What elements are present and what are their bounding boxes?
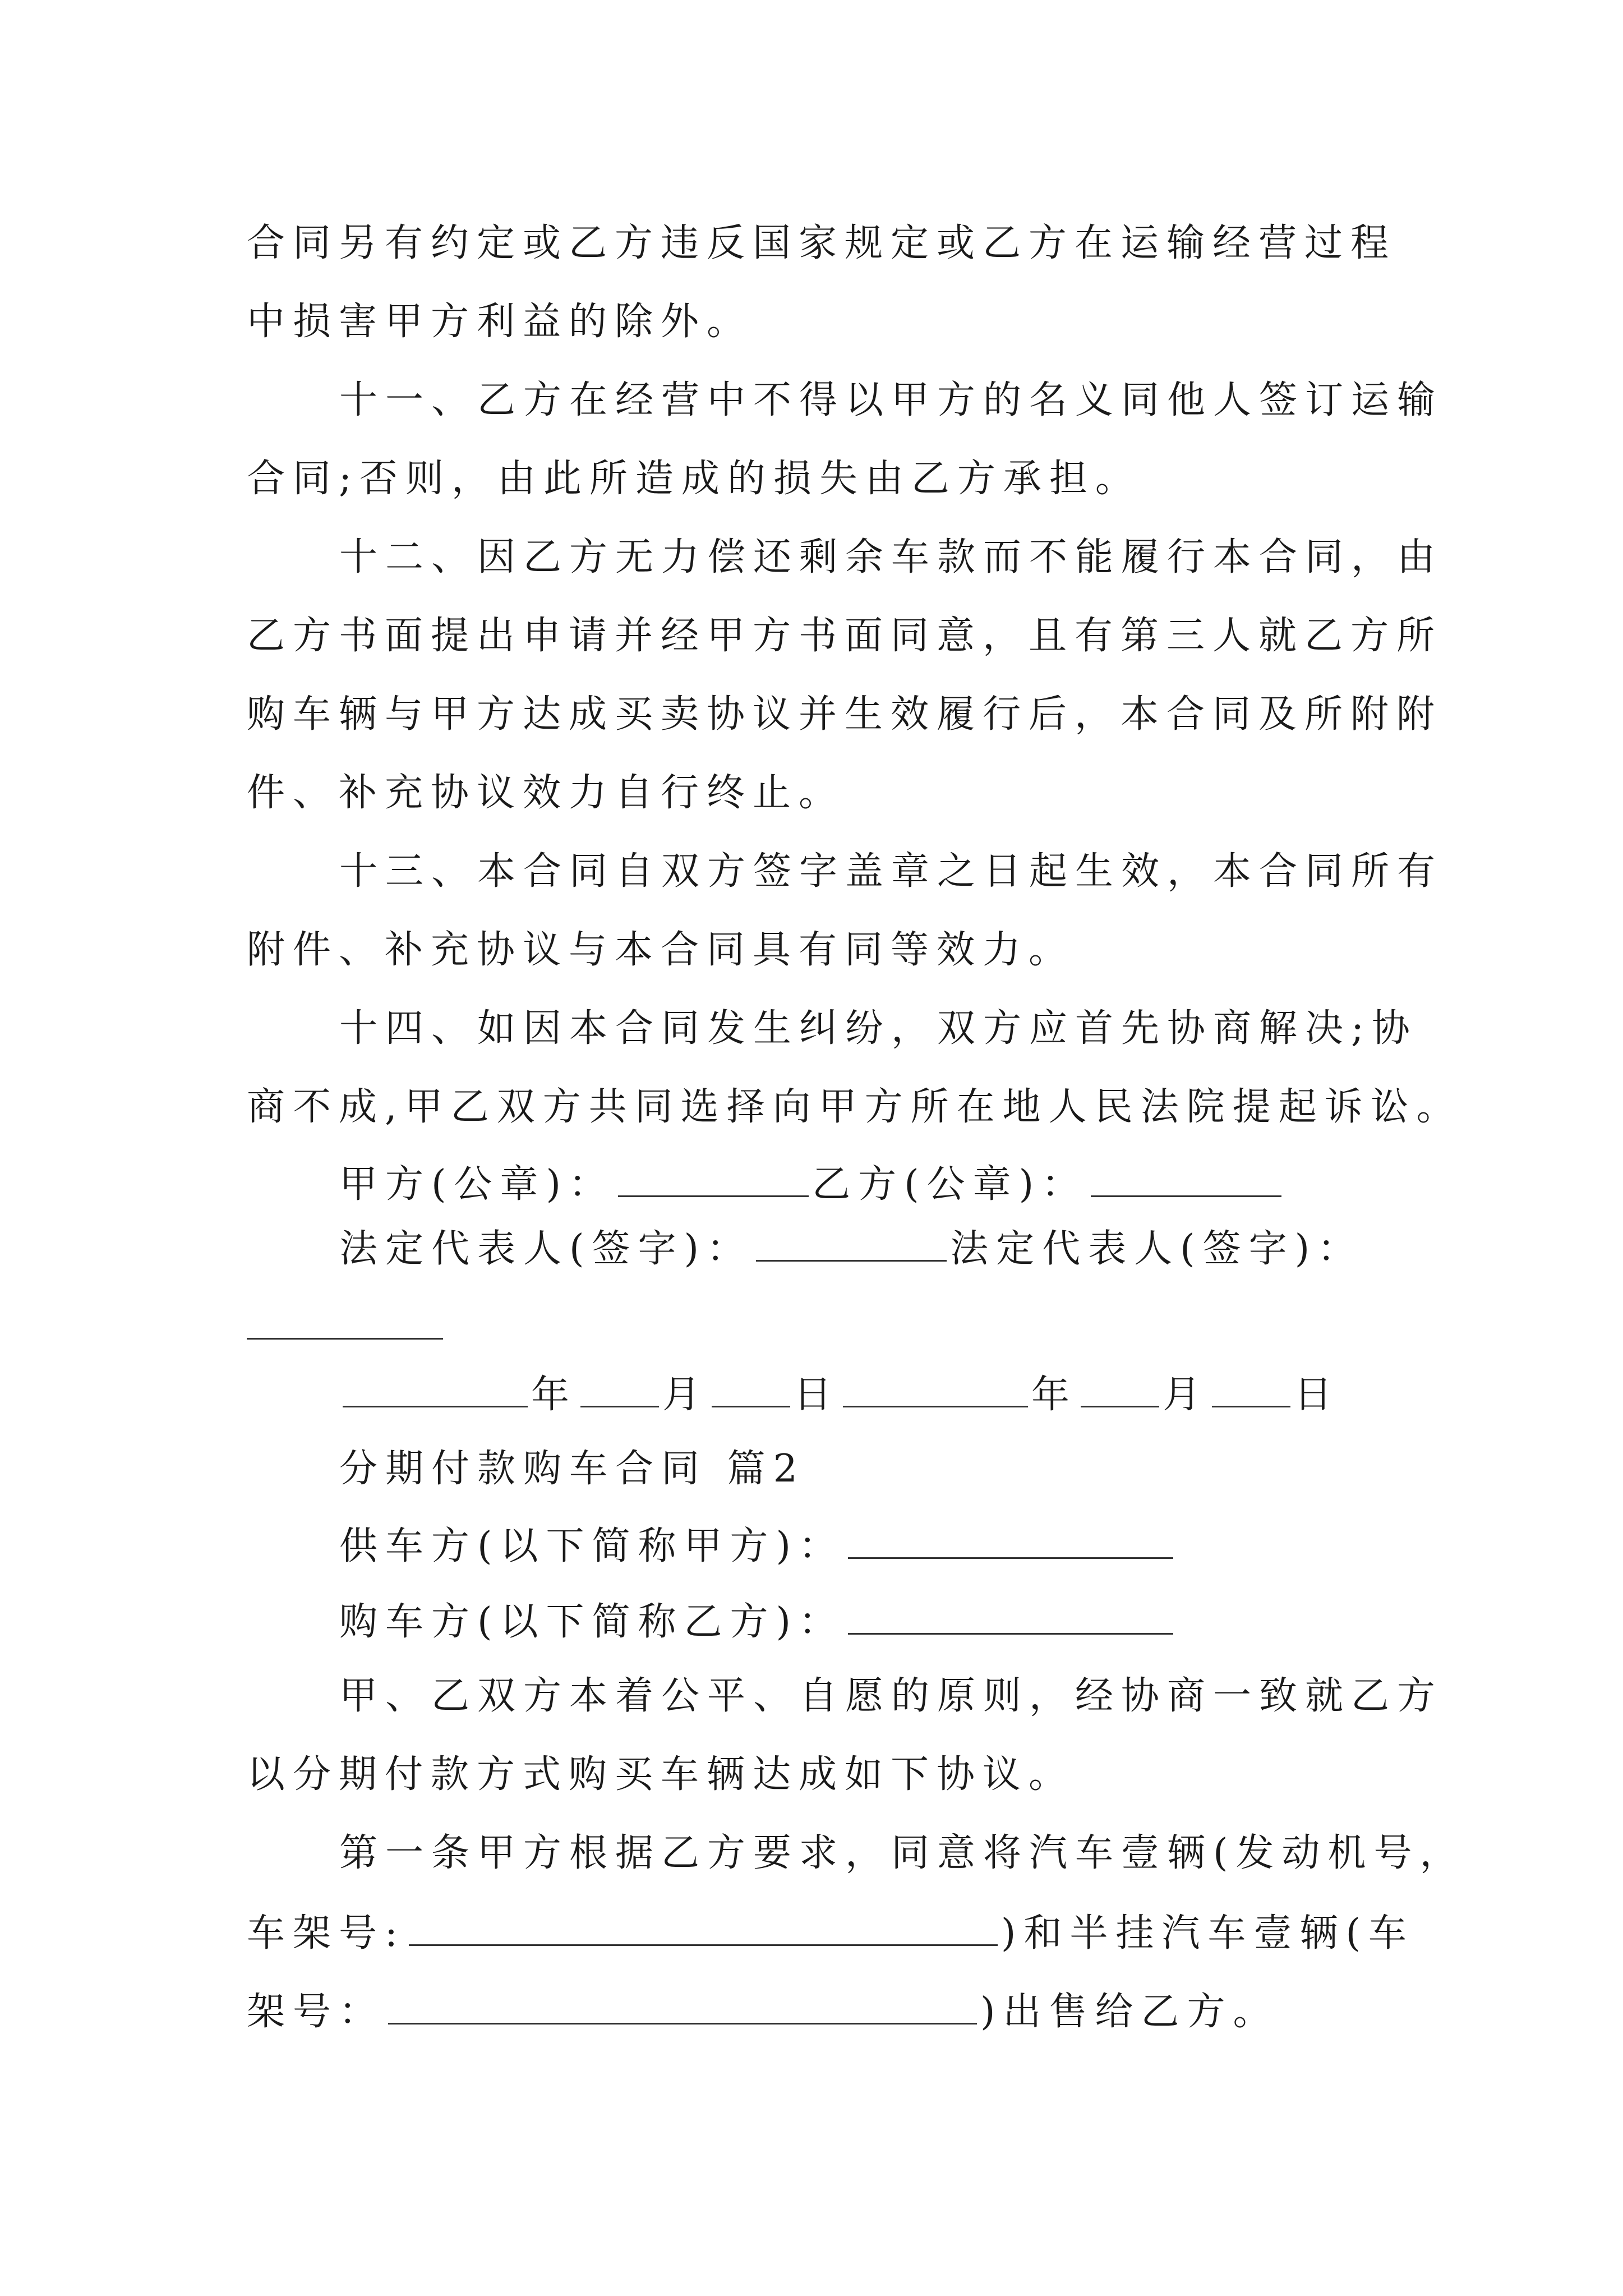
month-label: 月	[662, 1373, 709, 1417]
day-label: 日	[1294, 1373, 1340, 1417]
paragraph-line: 附件、补充协议与本合同具有同等效力。	[247, 928, 1075, 972]
paragraph-line: 购车辆与甲方达成买卖协议并生效履行后，本合同及所附附	[247, 692, 1443, 737]
party-a-seal-label: 甲方(公章)：	[339, 1162, 615, 1207]
supplier-label: 供车方(以下简称甲方)：	[339, 1524, 845, 1568]
year-label: 年	[1031, 1373, 1078, 1417]
buyer-label: 购车方(以下简称乙方)：	[339, 1600, 845, 1644]
signature-line	[339, 1227, 1364, 1271]
paragraph-line: 十二、因乙方无力偿还剩余车款而不能履行本合同，由	[339, 535, 1444, 579]
supplier-blank	[848, 1526, 1173, 1559]
trailer-vin-line	[247, 1990, 1279, 2034]
party-a-seal-blank	[618, 1164, 809, 1197]
trailer-vin-label: 架号：	[247, 1990, 385, 2034]
paragraph-line: 中损害甲方利益的除外。	[247, 300, 753, 344]
month-blank-a	[580, 1374, 659, 1407]
trailer-vin-blank	[388, 1991, 977, 2024]
vin-blank	[409, 1913, 998, 1946]
paragraph-line: 十一、乙方在经营中不得以甲方的名义同他人签订运输	[339, 378, 1444, 422]
paragraph-line: 十四、如因本合同发生纠纷，双方应首先协商解决;协	[339, 1006, 1418, 1051]
date-line	[339, 1373, 1340, 1417]
paragraph-line: 以分期付款方式购买车辆达成如下协议。	[247, 1752, 1075, 1797]
paragraph-line: 商不成,甲乙双方共同选择向甲方所在地人民法院提起诉讼。	[247, 1085, 1463, 1129]
paragraph-line: 合同;否则，由此所造成的损失由乙方承担。	[247, 457, 1141, 501]
party-b-seal-blank	[1091, 1164, 1281, 1197]
supplier-line	[339, 1526, 1177, 1566]
year-label: 年	[531, 1373, 578, 1417]
section-title: 分期付款购车合同 篇2	[339, 1447, 805, 1491]
year-blank-b	[843, 1374, 1028, 1407]
paragraph-line: 乙方书面提出申请并经甲方书面同意，且有第三人就乙方所	[247, 614, 1443, 658]
day-blank-b	[1212, 1374, 1290, 1407]
paragraph-line: 十三、本合同自双方签字盖章之日起生效，本合同所有	[339, 849, 1444, 894]
paragraph-line: 甲、乙双方本着公平、自愿的原则，经协商一致就乙方	[339, 1674, 1444, 1718]
rep-a-label: 法定代表人(签字)：	[339, 1227, 753, 1271]
trailer-text: )和半挂汽车壹辆(车	[1000, 1911, 1414, 1955]
month-blank-b	[1081, 1374, 1159, 1407]
rep-a-blank	[756, 1228, 947, 1262]
seal-line	[339, 1162, 1285, 1207]
vin-label: 车架号:	[247, 1911, 405, 1955]
buyer-blank	[848, 1602, 1173, 1635]
year-blank-a	[343, 1374, 528, 1407]
paragraph-line: 第一条甲方根据乙方要求，同意将汽车壹辆(发动机号，	[339, 1831, 1466, 1875]
rep-b-blank	[247, 1338, 443, 1340]
rep-b-label: 法定代表人(签字)：	[950, 1227, 1364, 1271]
vin-line	[247, 1913, 1414, 1953]
buyer-line	[339, 1600, 1177, 1644]
paragraph-line: 合同另有约定或乙方违反国家规定或乙方在运输经营过程	[247, 221, 1397, 265]
paragraph-line: 件、补充协议效力自行终止。	[247, 771, 845, 815]
day-label: 日	[794, 1373, 840, 1417]
month-label: 月	[1163, 1373, 1209, 1417]
day-blank-a	[712, 1374, 790, 1407]
sale-text: )出售给乙方。	[980, 1990, 1279, 2034]
party-b-seal-label: 乙方(公章)：	[812, 1162, 1088, 1207]
